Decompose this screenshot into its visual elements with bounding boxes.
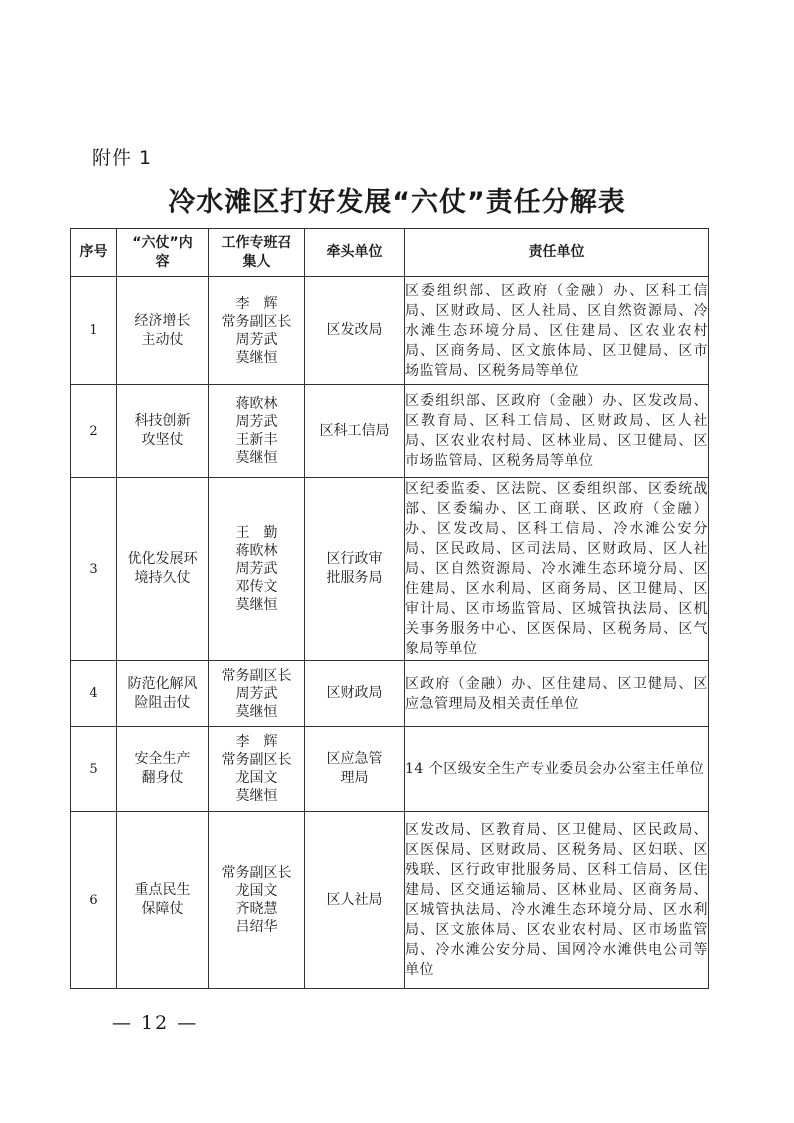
convener-name: 常务副区长 [221,752,292,768]
row-lead-unit: 区发改局 [305,277,405,385]
table-row [71,385,709,478]
header-responsible-units: 责任单位 [405,229,709,277]
attachment-label: 附件 1 [92,147,153,169]
convener-name: 周芳武 [235,414,278,430]
convener-name: 周芳武 [235,685,278,702]
responsibility-table [70,228,709,989]
convener-name: 莫继恒 [235,788,278,804]
row-conveners [209,661,305,727]
convener-name: 龙国文 [235,770,278,786]
row-conveners [209,385,305,478]
row-category: 经济增长主动仗 [117,277,209,385]
row-category: 重点民生保障仗 [117,812,209,989]
convener-name: 齐晓慧 [235,901,278,917]
convener-name: 常务副区长 [221,667,292,684]
table-row [71,661,709,727]
row-conveners [209,277,305,385]
row-conveners [209,812,305,989]
convener-name: 常务副区长 [221,313,292,330]
header-convener: 工作专班召集人 [209,229,305,277]
header-index: 序号 [71,229,117,277]
convener-name: 常务副区长 [221,865,292,881]
row-index: 4 [71,661,117,727]
row-index: 2 [71,385,117,478]
row-category: 优化发展环境持久仗 [117,478,209,661]
table-row [71,812,709,989]
convener-name: 邓传文 [235,579,278,595]
table-row [71,478,709,661]
row-lead-unit: 区人社局 [305,812,405,989]
row-index: 3 [71,478,117,661]
row-index: 5 [71,727,117,812]
page-number: — 12 — [112,1012,199,1034]
row-responsible-units: 区委组织部、区政府（金融）办、区发改局、区教育局、区科工信局、区财政局、区人社局、区农业农村局、区林业局、区卫健局、区市场监管局、区税务局等单位 [405,385,709,478]
convener-name: 莫继恒 [235,703,278,720]
row-conveners [209,727,305,812]
row-responsible-units: 区政府（金融）办、区住建局、区卫健局、区应急管理局及相关责任单位 [405,661,709,727]
convener-name: 王 勤 [235,525,278,541]
row-lead-unit: 区应急管理局 [305,727,405,812]
header-lead-unit: 牵头单位 [305,229,405,277]
row-lead-unit: 区财政局 [305,661,405,727]
row-responsible-units: 14 个区级安全生产专业委员会办公室主任单位 [405,727,709,812]
document-title: 冷水滩区打好发展“六仗”责任分解表 [168,187,626,218]
row-category: 安全生产翻身仗 [117,727,209,812]
convener-name: 蒋欧林 [235,543,278,559]
row-lead-unit: 区科工信局 [305,385,405,478]
row-responsible-units: 区纪委监委、区法院、区委组织部、区委统战部、区委编办、区工商联、区政府（金融）办、区发改局、区科工信局、冷水滩公安分局、区民政局、区司法局、区财政局、区人社局、区自然资源局、冷水滩生态环境分局、区住建局、区水利局、区商务局、区卫健局、区审计局、区市场监管局、区城管执法局、区机关事务服务中心、区医保局、区税务局、区气象局等单位 [405,478,709,661]
convener-name: 莫继恒 [235,597,278,613]
convener-name: 蒋欧林 [235,396,278,412]
row-category: 科技创新攻坚仗 [117,385,209,478]
table-header-row [71,229,709,277]
convener-name: 莫继恒 [235,349,278,366]
row-category: 防范化解风险阻击仗 [117,661,209,727]
convener-name: 周芳武 [235,331,278,348]
header-category: “六仗”内容 [117,229,209,277]
convener-name: 李 辉 [235,295,278,312]
row-responsible-units: 区委组织部、区政府（金融）办、区科工信局、区财政局、区人社局、区自然资源局、冷水滩生态环境分局、区住建局、区农业农村局、区商务局、区文旅体局、区卫健局、区市场监管局、区税务局等单位 [405,277,709,385]
row-lead-unit: 区行政审批服务局 [305,478,405,661]
convener-name: 龙国文 [235,883,278,899]
row-index: 6 [71,812,117,989]
table-row [71,727,709,812]
table-row [71,277,709,385]
row-responsible-units: 区发改局、区教育局、区卫健局、区民政局、区医保局、区财政局、区税务局、区妇联、区残联、区行政审批服务局、区科工信局、区住建局、区交通运输局、区林业局、区商务局、区城管执法局、冷水滩生态环境分局、区水利局、区文旅体局、区农业农村局、区市场监管局、冷水滩公安分局、国网冷水滩供电公司等单位 [405,812,709,989]
convener-name: 吕绍华 [235,919,278,935]
convener-name: 李 辉 [235,734,278,750]
row-index: 1 [71,277,117,385]
convener-name: 王新丰 [235,432,278,448]
convener-name: 莫继恒 [235,450,278,466]
row-conveners [209,478,305,661]
convener-name: 周芳武 [235,561,278,577]
